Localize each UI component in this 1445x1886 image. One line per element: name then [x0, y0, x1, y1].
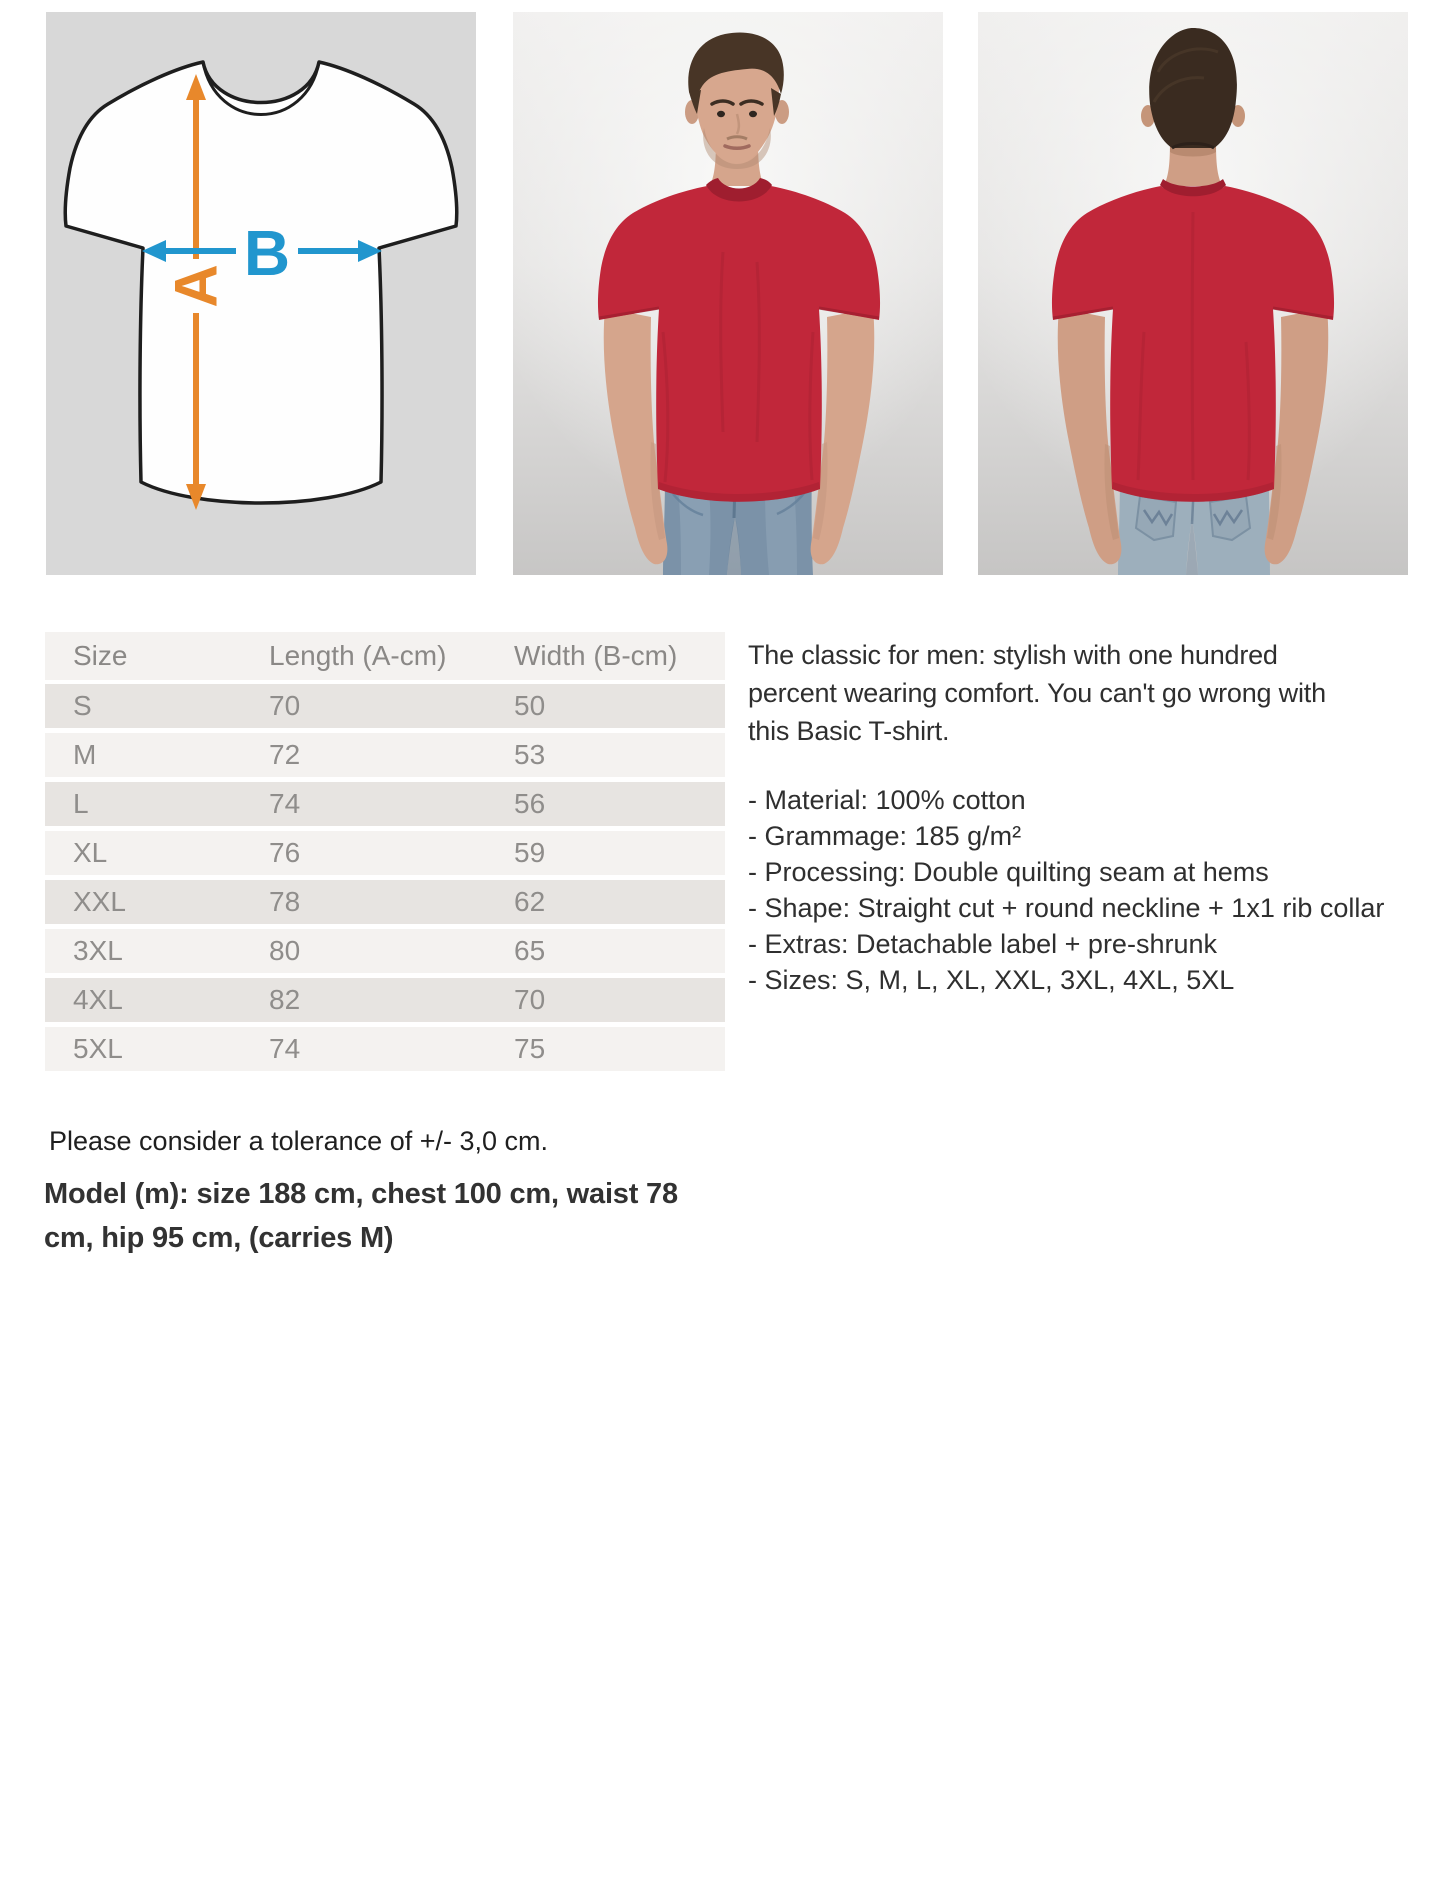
column-header-length: Length (A-cm) — [269, 640, 447, 671]
model-photo-back — [978, 12, 1408, 575]
cell-width: 65 — [514, 935, 546, 966]
description-intro: The classic for men: stylish with one hundred percent wearing comfort. You can't go wrong with this Basic T-shirt. — [748, 640, 1326, 746]
model-info: Model (m): size 188 cm, chest 100 cm, waist 78 cm, hip 95 cm, (carries M) — [44, 1178, 678, 1254]
footnote — [44, 1124, 699, 1260]
bullet-material: - Material: 100% cotton — [748, 785, 1026, 815]
bullet-extras: - Extras: Detachable label + pre-shrunk — [748, 929, 1217, 959]
model-photo-front — [513, 12, 943, 575]
table-row — [45, 978, 725, 1022]
cell-size: S — [73, 690, 92, 721]
size-diagram — [46, 12, 476, 575]
model-front-illustration — [513, 12, 943, 575]
cell-size: M — [73, 739, 97, 770]
size-diagram-panel — [46, 12, 476, 575]
cell-size: L — [73, 788, 89, 819]
table-row — [45, 733, 725, 777]
description-bullets — [748, 782, 1413, 998]
cell-size: XXL — [73, 886, 126, 917]
table-row — [45, 1027, 725, 1071]
table-row — [45, 831, 725, 875]
cell-width: 75 — [514, 1033, 546, 1064]
column-header-size: Size — [73, 640, 128, 671]
cell-size: XL — [73, 837, 108, 868]
size-table — [45, 632, 725, 1076]
cell-width: 62 — [514, 886, 546, 917]
cell-size: 3XL — [73, 935, 123, 966]
cell-width: 70 — [514, 984, 546, 1015]
cell-size: 4XL — [73, 984, 123, 1015]
cell-length: 76 — [269, 837, 301, 868]
cell-length: 78 — [269, 886, 301, 917]
table-row — [45, 929, 725, 973]
column-header-width: Width (B-cm) — [514, 640, 678, 671]
bullet-sizes: - Sizes: S, M, L, XL, XXL, 3XL, 4XL, 5XL — [748, 965, 1235, 995]
cell-length: 72 — [269, 739, 301, 770]
cell-length: 82 — [269, 984, 301, 1015]
label-a: A — [162, 264, 230, 308]
tolerance-note: Please consider a tolerance of +/- 3,0 cm. — [49, 1126, 549, 1156]
cell-width: 53 — [514, 739, 546, 770]
cell-width: 50 — [514, 690, 546, 721]
bullet-shape: - Shape: Straight cut + round neckline + 1x1 rib collar — [748, 893, 1385, 923]
cell-size: 5XL — [73, 1033, 123, 1064]
table-row — [45, 880, 725, 924]
cell-width: 59 — [514, 837, 546, 868]
bullet-grammage: - Grammage: 185 g/m² — [748, 821, 1022, 851]
product-description — [748, 636, 1413, 998]
label-b: B — [243, 217, 291, 289]
cell-length: 70 — [269, 690, 301, 721]
bullet-processing: - Processing: Double quilting seam at hems — [748, 857, 1269, 887]
table-row — [45, 684, 725, 728]
model-back-illustration — [978, 12, 1408, 575]
cell-width: 56 — [514, 788, 546, 819]
cell-length: 80 — [269, 935, 301, 966]
cell-length: 74 — [269, 1033, 301, 1064]
cell-length: 74 — [269, 788, 301, 819]
table-row — [45, 782, 725, 826]
size-table-header — [45, 632, 725, 680]
